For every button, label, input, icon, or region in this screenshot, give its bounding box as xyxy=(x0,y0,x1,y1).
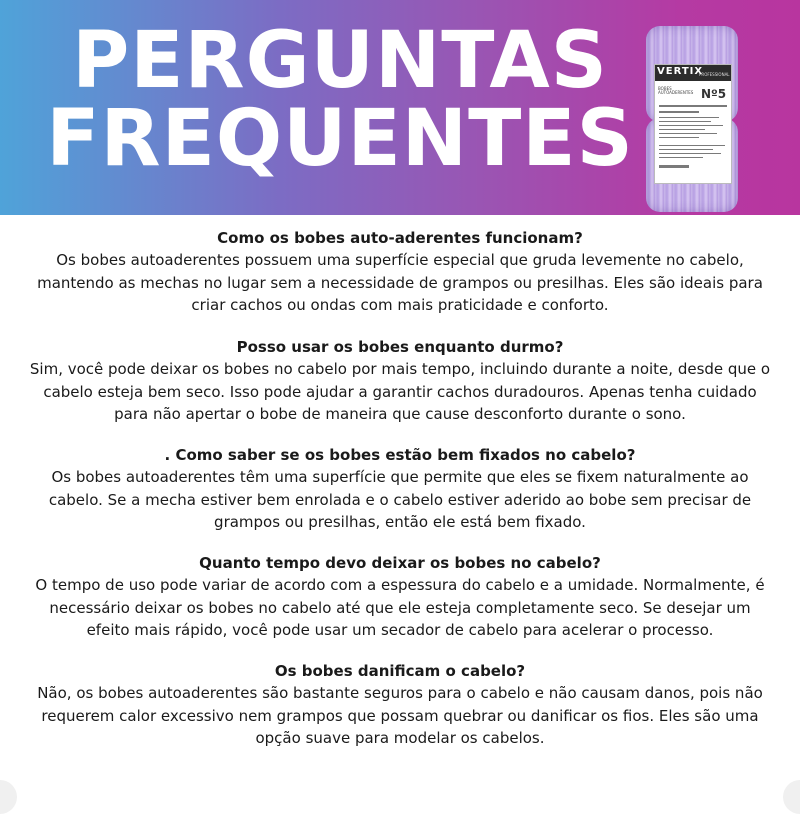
faq-answer-line: mantendo as mechas no lugar sem a necessidade de grampos ou presilhas. Eles são ideais para xyxy=(37,273,763,292)
package-text-line xyxy=(659,111,699,113)
faq-answer-line: grampos ou presilhas, então ele está bem fixado. xyxy=(214,513,586,531)
faq-item xyxy=(0,227,800,317)
barcode xyxy=(659,165,689,168)
faq-answer-line: efeito mais rápido, você pode usar um secador de cabelo para acelerar o processo. xyxy=(86,621,714,639)
package-text-line xyxy=(659,137,699,138)
faq-question: Como os bobes auto-aderentes funcionam? xyxy=(217,229,583,247)
faq-question: . Como saber se os bobes estão bem fixados no cabelo? xyxy=(164,446,636,464)
faq-answer-line: cabelo. Se a mecha estiver bem enrolada e o cabelo estiver aderido ao bobe sem precisar de xyxy=(48,490,752,509)
faq-question: Posso usar os bobes enquanto durmo? xyxy=(236,338,564,356)
faq-item xyxy=(0,444,800,534)
product-image xyxy=(640,26,744,212)
faq-question: Os bobes danificam o cabelo? xyxy=(274,662,526,680)
package-header xyxy=(655,65,731,81)
product-number: Nº5 xyxy=(701,87,727,101)
package-text-line xyxy=(659,121,711,122)
package-text-line xyxy=(659,125,723,126)
header-banner xyxy=(0,0,800,215)
faq-question: Quanto tempo devo deixar os bobes no cabelo? xyxy=(199,554,601,572)
faq-answer-line: Os bobes autoaderentes têm uma superfície que permite que eles se fixem naturalmente ao xyxy=(51,468,749,486)
faq-answer-line: criar cachos ou ondas com mais praticidade e conforto. xyxy=(191,296,609,314)
package-text-line xyxy=(659,157,703,158)
package-text-line xyxy=(659,117,719,118)
product-package-label xyxy=(654,64,732,184)
faq-answer-line: necessário deixar os bobes no cabelo até que ele esteja completamente seco. Se desejar um xyxy=(49,598,751,617)
product-brand-sub: PROFESSIONAL xyxy=(699,72,730,77)
product-label: BOBES AUTOADERENTES xyxy=(658,86,694,95)
faq-item xyxy=(0,336,800,426)
package-text-line xyxy=(659,129,705,130)
package-text-line xyxy=(659,153,721,154)
faq-item xyxy=(0,552,800,642)
faq-item xyxy=(0,660,800,750)
page-title-line1: PERGUNTAS xyxy=(72,16,608,106)
decorative-corner xyxy=(783,780,800,814)
product-brand: VERTIX xyxy=(657,66,704,77)
page-title-line2: FREQUENTES xyxy=(46,94,634,184)
faq-answer-line: requerem calor excessivo nem grampos que possam quebrar ou danificar os fios. Eles são uma xyxy=(41,706,759,725)
faq-answer-line: cabelo esteja bem seco. Isso pode ajudar a garantir cachos duradouros. Apenas tenha cuidado xyxy=(43,382,757,401)
package-text-line xyxy=(659,133,717,134)
faq-answer-line: para não apertar o bobe de maneira que cause desconforto durante o sono. xyxy=(114,405,686,423)
faq-answer-line: Sim, você pode deixar os bobes no cabelo por mais tempo, incluindo durante a noite, desde que o xyxy=(29,360,771,378)
package-text-line xyxy=(659,149,713,150)
decorative-corner xyxy=(0,780,17,814)
faq-answer-line: Os bobes autoaderentes possuem uma superfície especial que gruda levemente no cabelo, xyxy=(56,251,744,269)
faq-answer-line: O tempo de uso pode variar de acordo com a espessura do cabelo e a umidade. Normalmente, é xyxy=(35,576,765,594)
package-text-line xyxy=(659,145,725,146)
package-text-line xyxy=(659,105,727,107)
faq-answer-line: Não, os bobes autoaderentes são bastante seguros para o cabelo e não causam danos, pois não xyxy=(37,684,763,702)
faq-answer-line: opção suave para modelar os cabelos. xyxy=(255,729,545,747)
